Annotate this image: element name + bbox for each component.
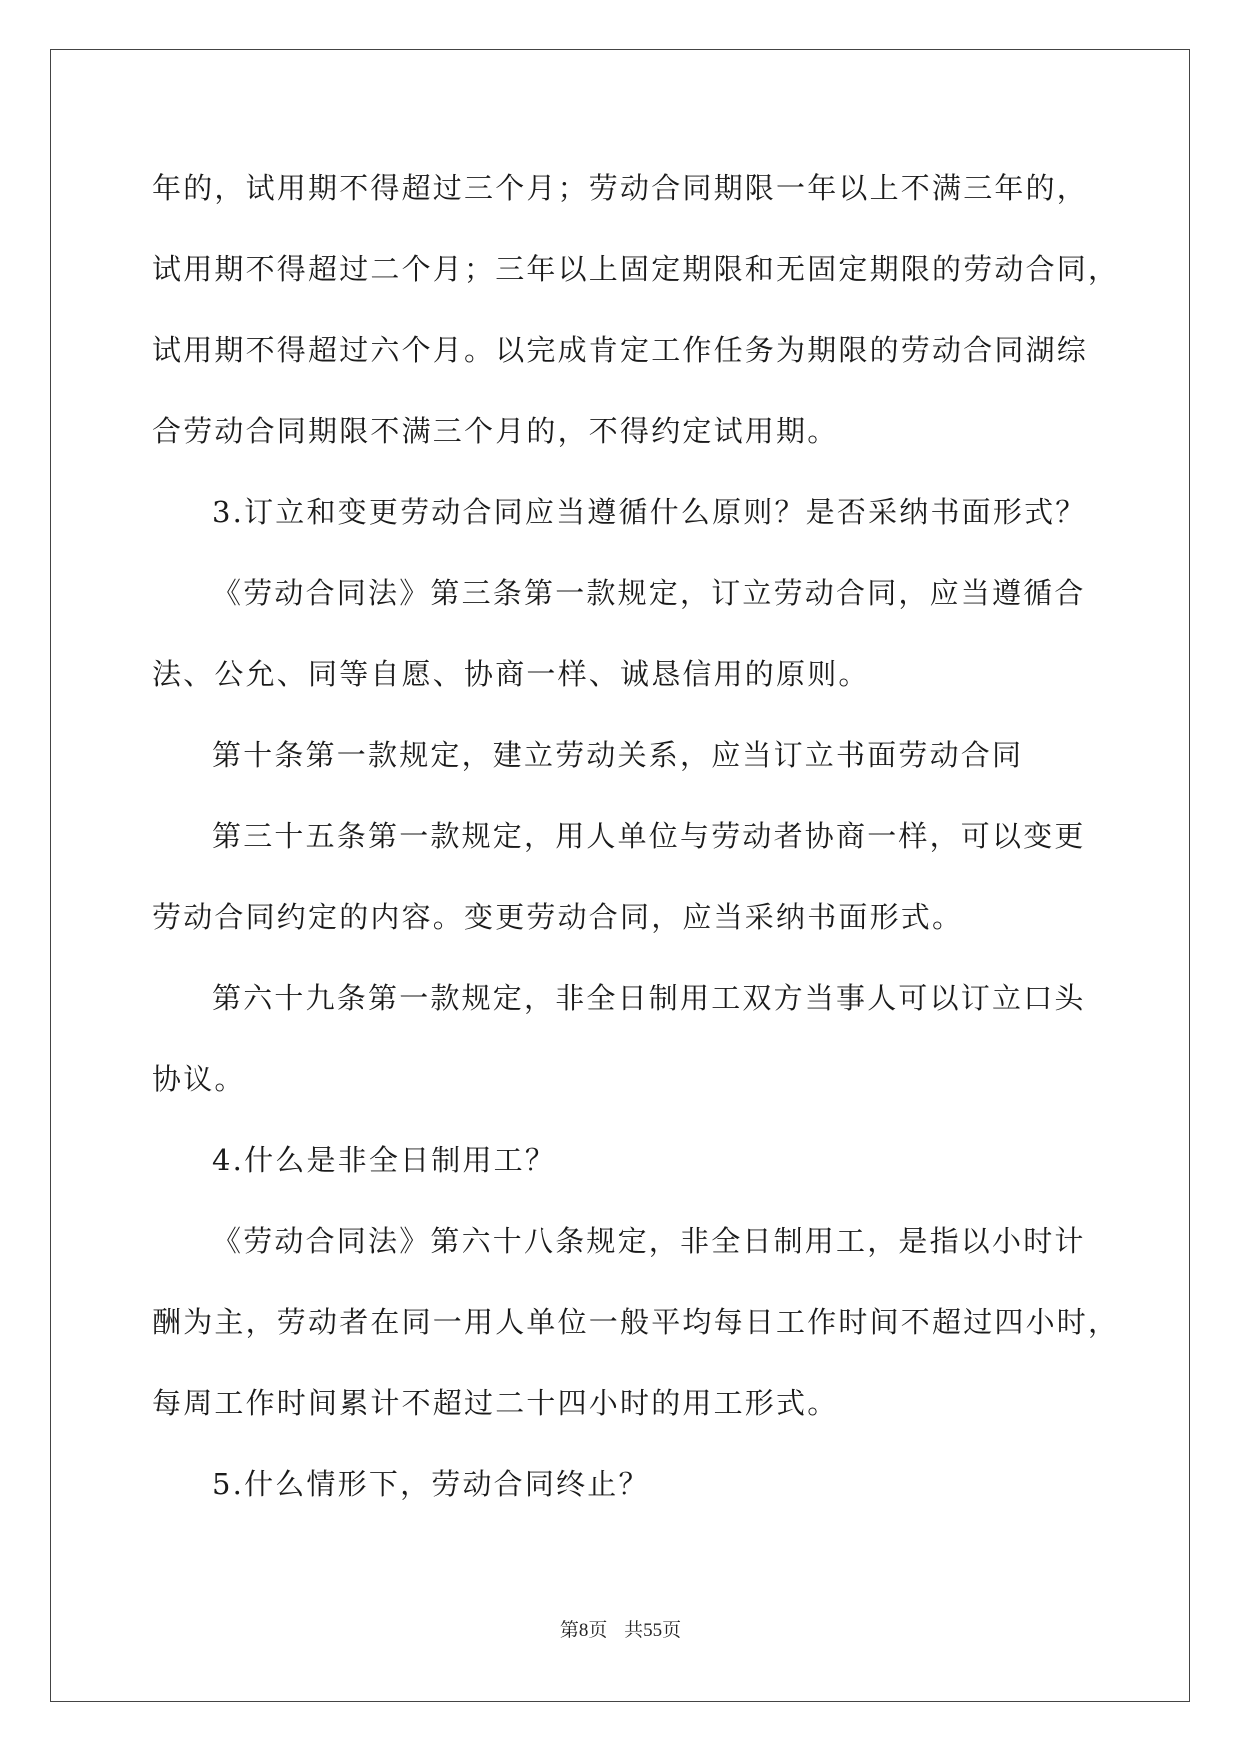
page-footer — [0, 1615, 1241, 1642]
section-heading: 5.什么情形下，劳动合同终止？ — [212, 1467, 650, 1501]
paragraph-line: 第十条第一款规定，建立劳动关系，应当订立书面劳动合同 — [212, 738, 1024, 772]
paragraph-line: 合劳动合同期限不满三个月的，不得约定试用期。 — [152, 414, 839, 448]
paragraph-line: 试用期不得超过二个月；三年以上固定期限和无固定期限的劳动合同， — [152, 252, 1120, 286]
paragraph-line: 《劳动合同法》第三条第一款规定，订立劳动合同，应当遵循合 — [212, 576, 1086, 610]
section-heading: 4.什么是非全日制用工？ — [212, 1143, 557, 1177]
paragraph-line: 第六十九条第一款规定，非全日制用工双方当事人可以订立口头 — [212, 981, 1086, 1015]
total-page-count: 共55页 — [624, 1620, 682, 1641]
paragraph-line: 劳动合同约定的内容。变更劳动合同，应当采纳书面形式。 — [152, 900, 964, 934]
current-page-number: 第8页 — [559, 1620, 608, 1641]
paragraph-line: 第三十五条第一款规定，用人单位与劳动者协商一样，可以变更 — [212, 819, 1086, 853]
page-border — [50, 49, 1190, 1702]
paragraph-line: 协议。 — [152, 1062, 246, 1096]
paragraph-line: 试用期不得超过六个月。以完成肯定工作任务为期限的劳动合同湖综 — [152, 333, 1089, 367]
paragraph-line: 年的，试用期不得超过三个月；劳动合同期限一年以上不满三年的， — [152, 171, 1089, 205]
section-heading: 3.订立和变更劳动合同应当遵循什么原则？是否采纳书面形式？ — [212, 495, 1087, 529]
paragraph-line: 法、公允、同等自愿、协商一样、诚恳信用的原则。 — [152, 657, 870, 691]
paragraph-line: 酬为主，劳动者在同一用人单位一般平均每日工作时间不超过四小时， — [152, 1305, 1120, 1339]
paragraph-line: 《劳动合同法》第六十八条规定，非全日制用工，是指以小时计 — [212, 1224, 1086, 1258]
paragraph-line: 每周工作时间累计不超过二十四小时的用工形式。 — [152, 1386, 839, 1420]
